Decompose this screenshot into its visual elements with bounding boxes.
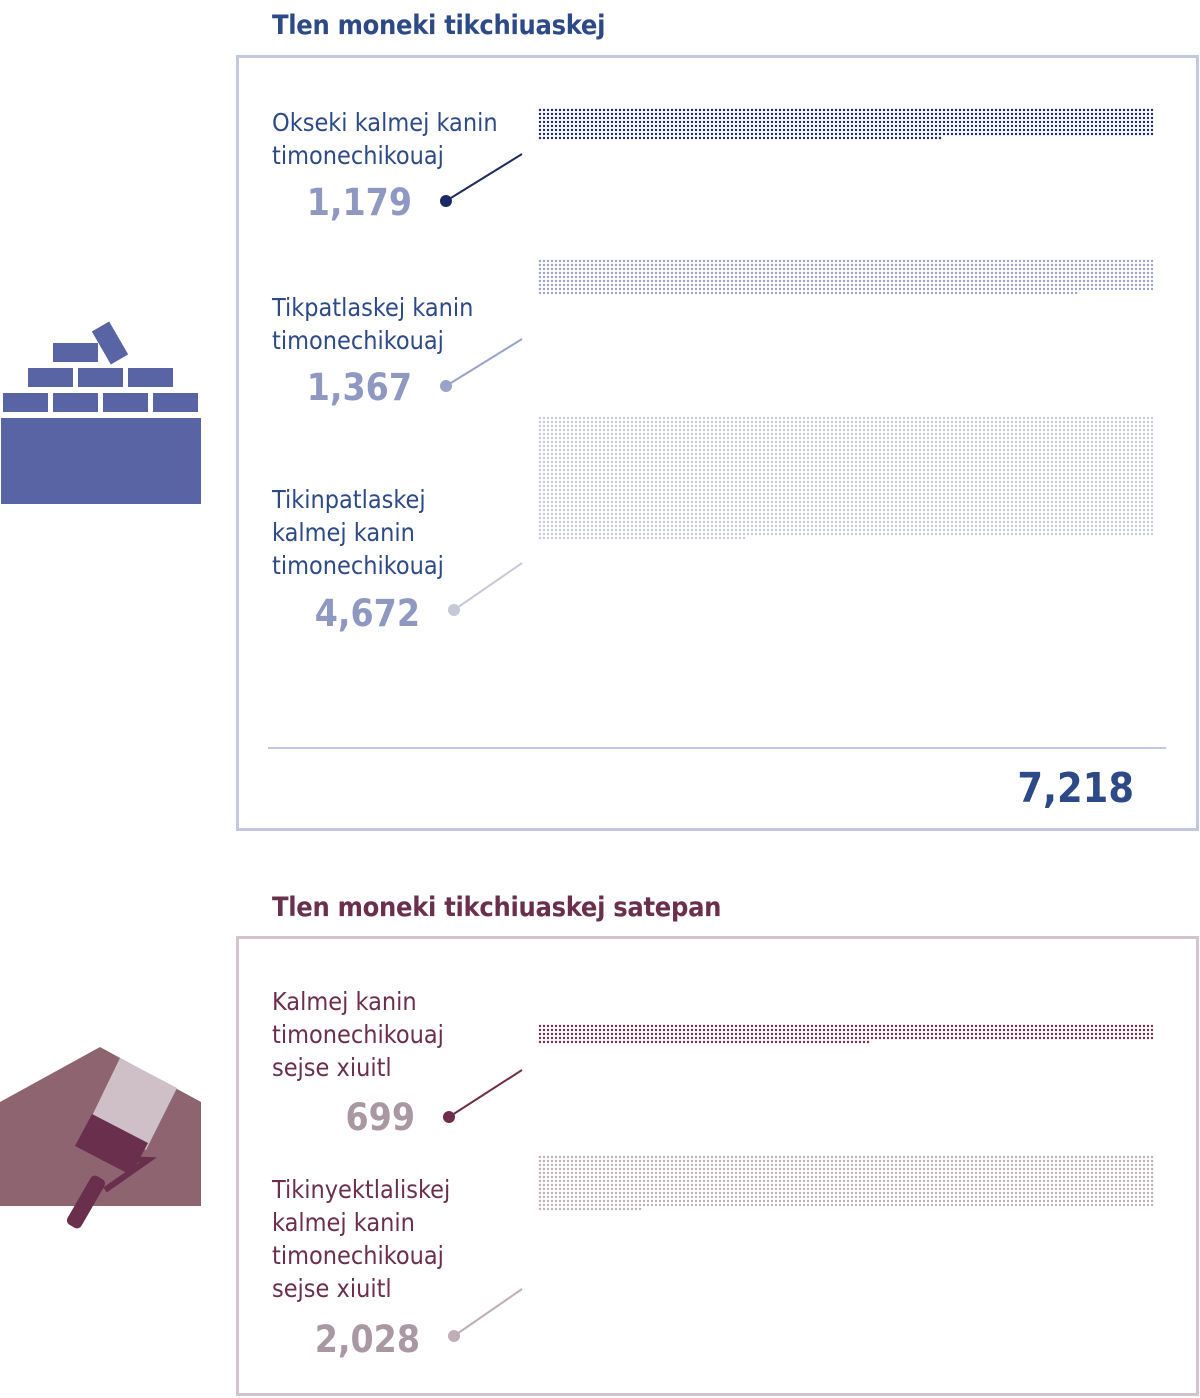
- connector-dot-2: [440, 380, 452, 392]
- bar-1: [539, 109, 1153, 139]
- value-label-2: 1,367: [306, 366, 412, 409]
- section-1-title: Tlen moneki tikchiuaskej: [272, 10, 606, 41]
- connector-line-5: [454, 1289, 522, 1336]
- value-label-4: 699: [345, 1096, 415, 1139]
- value-label-3: 4,672: [314, 592, 420, 635]
- connector-dot-4: [443, 1111, 455, 1123]
- bar-5: [539, 1156, 1153, 1210]
- brick-wall-icon: [1, 322, 201, 504]
- category-label-5: Tikinyektlaliskej kalmej kanin timonechikouaj sejse xiuitl: [272, 1175, 451, 1303]
- bar-2: [539, 260, 1153, 294]
- connector-line-4: [449, 1070, 522, 1117]
- connector-dot-1: [440, 195, 452, 207]
- value-label-1: 1,179: [306, 181, 412, 224]
- connector-line-2: [446, 339, 522, 386]
- value-label-5: 2,028: [314, 1318, 420, 1361]
- connector-dot-3: [448, 604, 460, 616]
- category-label-4: Kalmej kanin timonechikouaj sejse xiuitl: [272, 987, 444, 1082]
- category-label-2: Tikpatlaskej kanin timonechikouaj: [272, 293, 474, 355]
- bar-4: [539, 1025, 1153, 1043]
- paint-roller-house-icon: [0, 1047, 201, 1230]
- category-label-3: Tikinpatlaskej kalmej kanin timonechikouaj: [272, 485, 444, 580]
- connector-line-3: [454, 563, 522, 610]
- bar-3: [539, 417, 1153, 539]
- connector-dot-5: [448, 1330, 460, 1342]
- total-value: 7,218: [1017, 764, 1134, 812]
- category-label-1: Okseki kalmej kanin timonechikouaj: [272, 108, 498, 170]
- connector-line-1: [446, 154, 522, 201]
- section-2-title: Tlen moneki tikchiuaskej satepan: [272, 892, 722, 923]
